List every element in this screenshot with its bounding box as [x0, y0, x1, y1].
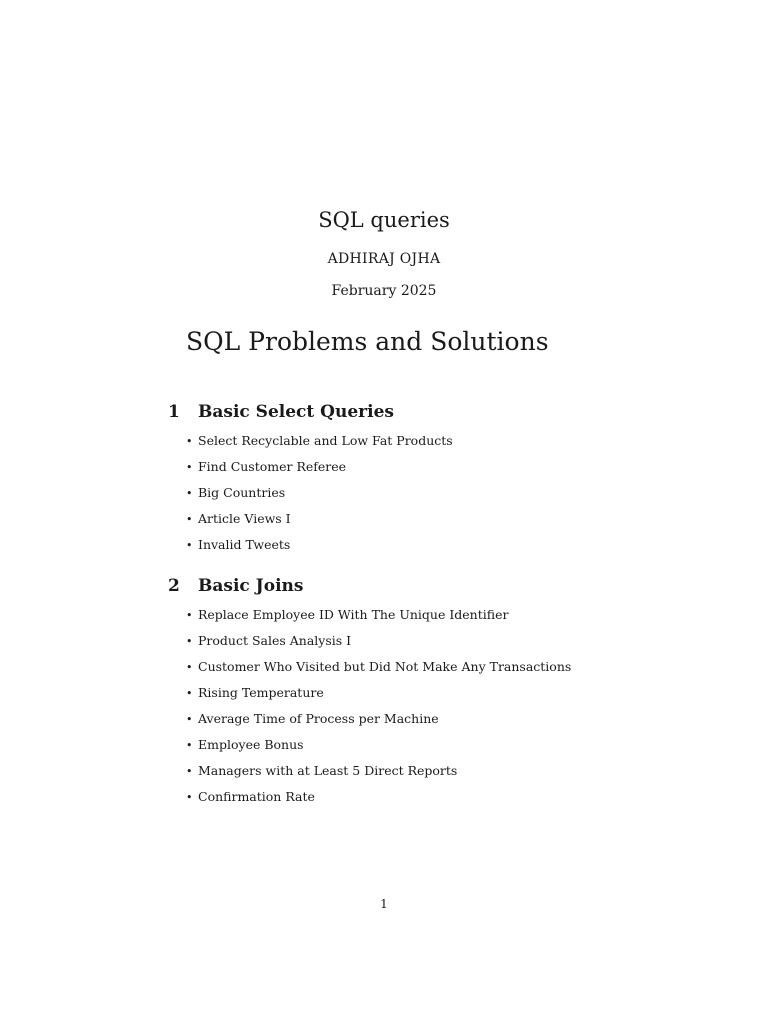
list-item — [168, 658, 728, 684]
bullet-icon: • — [186, 791, 193, 804]
list-item — [168, 632, 728, 658]
main-heading: SQL Problems and Solutions — [186, 327, 549, 356]
bullet-list — [168, 606, 728, 814]
list-item-text: Invalid Tweets — [198, 537, 291, 552]
list-item — [168, 736, 728, 762]
section-number: 2 — [168, 576, 180, 596]
bullet-icon: • — [186, 739, 193, 752]
bullet-icon: • — [186, 609, 193, 622]
list-item-text: Big Countries — [198, 485, 286, 500]
list-item — [168, 510, 728, 536]
list-item-text: Confirmation Rate — [198, 789, 315, 804]
bullet-icon: • — [186, 539, 193, 552]
list-item-text: Select Recyclable and Low Fat Products — [198, 433, 453, 448]
bullet-icon: • — [186, 635, 193, 648]
bullet-icon: • — [186, 461, 193, 474]
bullet-icon: • — [186, 687, 193, 700]
list-item — [168, 606, 728, 632]
document-author: ADHIRAJ OJHA — [327, 251, 441, 267]
list-item — [168, 458, 728, 484]
bullet-icon: • — [186, 713, 193, 726]
page-number: 1 — [380, 897, 388, 911]
section-title: Basic Joins — [198, 576, 304, 596]
bullet-icon: • — [186, 513, 193, 526]
section-basic-joins — [168, 574, 728, 814]
list-item-text: Employee Bonus — [198, 737, 304, 752]
list-item-text: Replace Employee ID With The Unique Identifier — [198, 607, 509, 622]
bullet-icon: • — [186, 487, 193, 500]
section-number: 1 — [168, 402, 180, 422]
list-item — [168, 484, 728, 510]
list-item — [168, 536, 728, 562]
document-title: SQL queries — [318, 208, 450, 232]
list-item-text: Average Time of Process per Machine — [198, 711, 439, 726]
list-item-text: Rising Temperature — [198, 685, 324, 700]
list-item — [168, 710, 728, 736]
document-date: February 2025 — [331, 283, 437, 299]
bullet-icon: • — [186, 661, 193, 674]
list-item-text: Product Sales Analysis I — [198, 633, 352, 648]
section-basic-select-queries — [168, 400, 728, 562]
bullet-icon: • — [186, 765, 193, 778]
section-heading — [168, 400, 728, 424]
list-item-text: Article Views I — [198, 511, 291, 526]
section-heading — [168, 574, 728, 598]
list-item-text: Customer Who Visited but Did Not Make Any Transactions — [198, 659, 572, 674]
bullet-list — [168, 432, 728, 562]
list-item — [168, 788, 728, 814]
list-item — [168, 432, 728, 458]
list-item — [168, 684, 728, 710]
bullet-icon: • — [186, 435, 193, 448]
list-item-text: Managers with at Least 5 Direct Reports — [198, 763, 458, 778]
list-item — [168, 762, 728, 788]
section-title: Basic Select Queries — [198, 402, 394, 422]
list-item-text: Find Customer Referee — [198, 459, 347, 474]
